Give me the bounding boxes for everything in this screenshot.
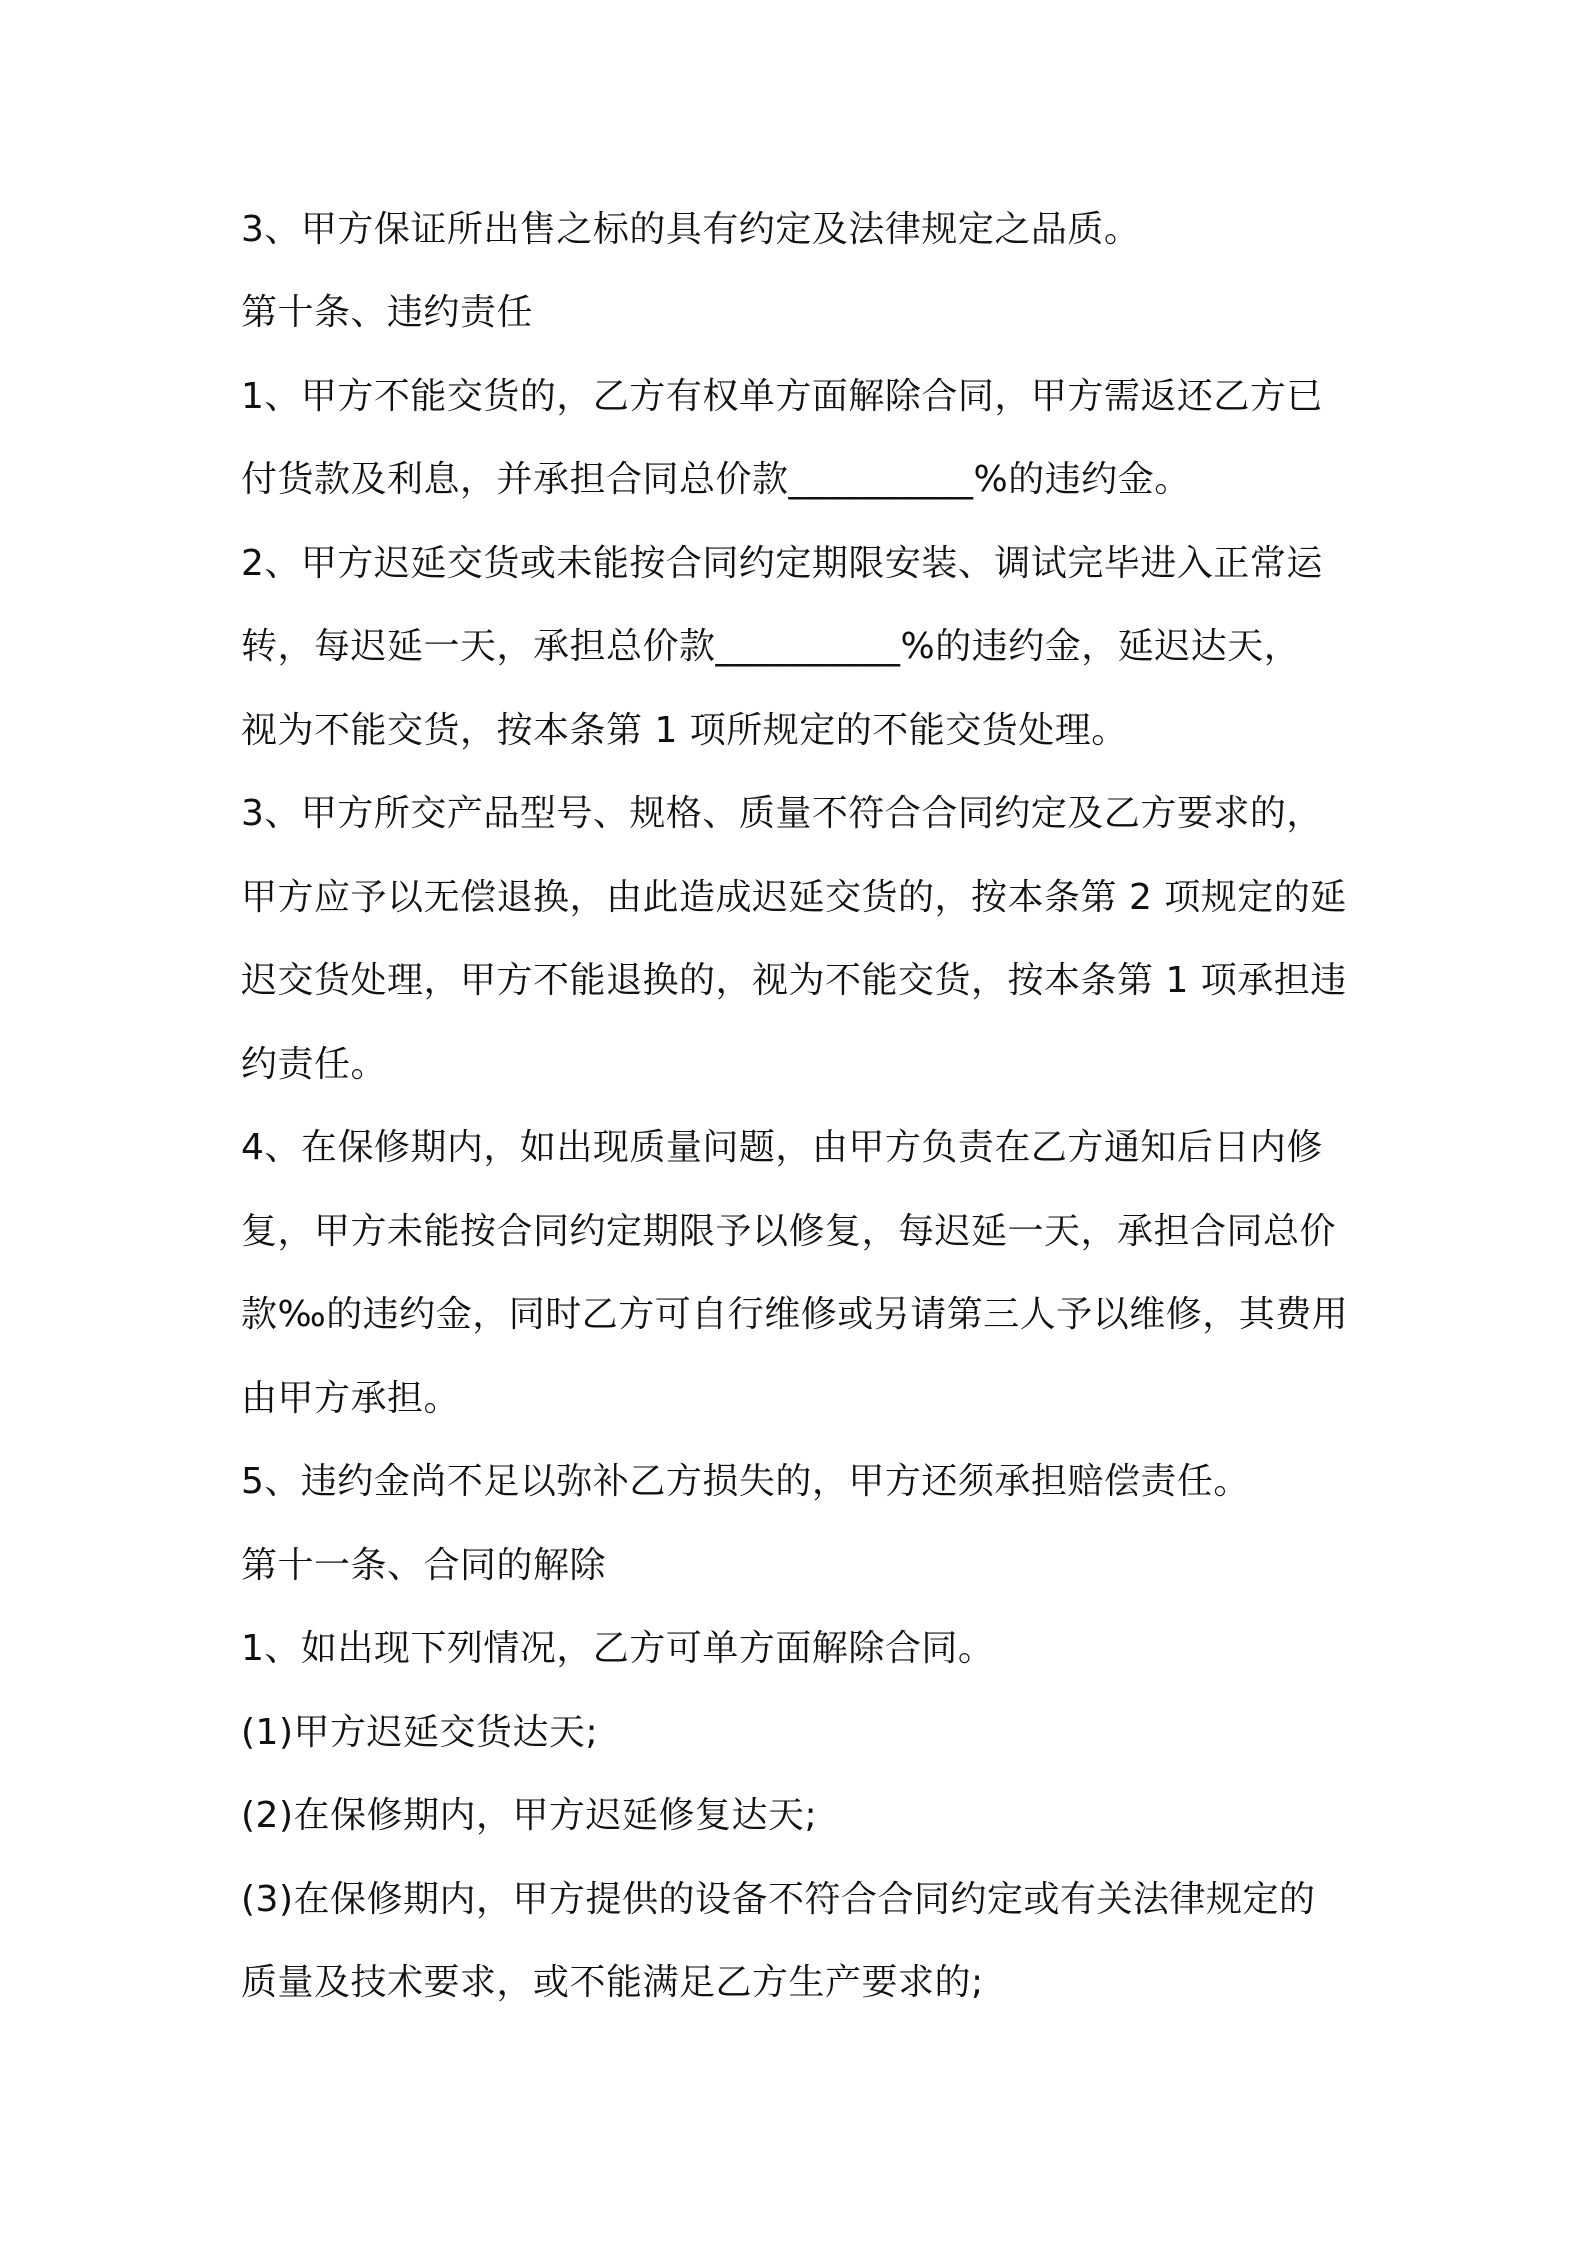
article-11-sub-1: (1)甲方迟延交货达天; xyxy=(241,1712,599,1753)
article-11-sub-3-line-1: (3)在保修期内，甲方提供的设备不符合合同约定或有关法律规定的 xyxy=(241,1879,1316,1920)
article-10-item-2-line-2: 转，每迟延一天，承担总价款__________%的违约金，延迟达天， xyxy=(241,626,1301,667)
article-11-sub-3-line-2: 质量及技术要求，或不能满足乙方生产要求的; xyxy=(241,1962,984,2003)
article-10-item-1-line-2: 付货款及利息，并承担合同总价款__________%的违约金。 xyxy=(241,459,1191,500)
article-10-item-5: 5、违约金尚不足以弥补乙方损失的，甲方还须承担赔偿责任。 xyxy=(241,1461,1250,1502)
article-10-item-4-line-1: 4、在保修期内，如出现质量问题，由甲方负责在乙方通知后日内修 xyxy=(241,1127,1323,1168)
heading-article-11: 第十一条、合同的解除 xyxy=(241,1545,607,1586)
article-10-item-3-line-4: 约责任。 xyxy=(241,1044,388,1085)
article-10-item-3-line-2: 甲方应予以无偿退换，由此造成迟延交货的，按本条第 2 项规定的延 xyxy=(241,877,1347,918)
article-10-item-4-line-2: 复，甲方未能按合同约定期限予以修复，每迟延一天，承担合同总价 xyxy=(241,1211,1337,1252)
article-10-item-4-line-3: 款‰的违约金，同时乙方可自行维修或另请第三人予以维修，其费用 xyxy=(241,1294,1349,1335)
article-11-sub-2: (2)在保修期内，甲方迟延修复达天; xyxy=(241,1795,818,1836)
article-10-item-2-line-1: 2、甲方迟延交货或未能按合同约定期限安装、调试完毕进入正常运 xyxy=(241,543,1323,584)
clause-3-quality-guarantee: 3、甲方保证所出售之标的具有约定及法律规定之品质。 xyxy=(241,209,1141,250)
article-10-item-4-line-4: 由甲方承担。 xyxy=(241,1378,461,1419)
article-10-item-3-line-3: 迟交货处理，甲方不能退换的，视为不能交货，按本条第 1 项承担违 xyxy=(241,960,1347,1001)
article-10-item-3-line-1: 3、甲方所交产品型号、规格、质量不符合合同约定及乙方要求的， xyxy=(241,793,1323,834)
article-10-item-2-line-3: 视为不能交货，按本条第 1 项所规定的不能交货处理。 xyxy=(241,710,1128,751)
heading-article-10: 第十条、违约责任 xyxy=(241,292,534,333)
article-10-item-1-line-1: 1、甲方不能交货的，乙方有权单方面解除合同，甲方需返还乙方已 xyxy=(241,376,1323,417)
article-11-item-1: 1、如出现下列情况，乙方可单方面解除合同。 xyxy=(241,1628,995,1669)
